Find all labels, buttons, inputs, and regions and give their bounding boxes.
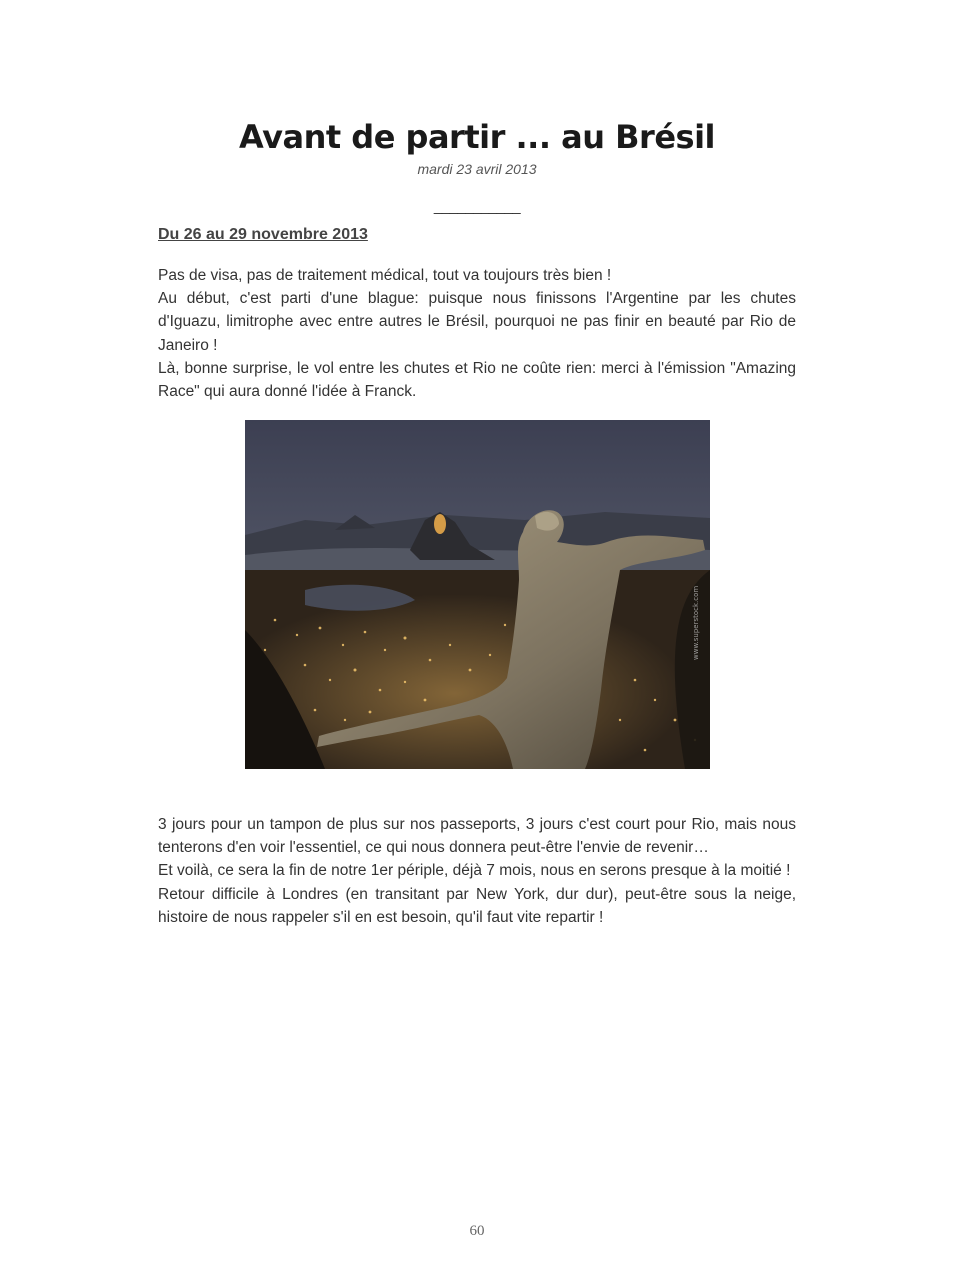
intro-text-block xyxy=(158,264,796,403)
page-title: Avant de partir ... au Brésil xyxy=(239,118,715,156)
paragraph: Et voilà, ce sera la fin de notre 1er périple, déjà 7 mois, nous en serons presque à la moitié ! xyxy=(158,862,791,880)
page-number: 60 xyxy=(469,1223,485,1239)
post-date: mardi 23 avril 2013 xyxy=(417,161,537,177)
paragraph: Pas de visa, pas de traitement médical, tout va toujours très bien ! xyxy=(158,267,612,284)
separator: ___________ xyxy=(433,198,521,215)
closing-text-block xyxy=(158,813,796,929)
photo-watermark: www.superstock.com xyxy=(692,585,700,660)
paragraph: Là, bonne surprise, le vol entre les chutes et Rio ne coûte rien: merci à l'émission "Amazing Race" qui aura donné l'idée à Franck. xyxy=(158,359,796,401)
paragraph: Au début, c'est parti d'une blague: puisque nous finissons l'Argentine par les chutes d'Iguazu, limitrophe avec entre autres le Brésil, pourquoi ne pas finir en beauté par Rio de Janeiro ! xyxy=(158,290,796,354)
paragraph: 3 jours pour un tampon de plus sur nos passeports, 3 jours c'est court pour Rio, mais nous tenterons d'en voir l'essentiel, ce qui nous donnera peut-être l'envie de revenir… xyxy=(158,816,796,857)
rio-christ-redeemer-photo xyxy=(245,420,710,769)
paragraph: Retour difficile à Londres (en transitant par New York, dur dur), peut-être sous la neige, histoire de nous rappeler s'il en est besoin, qu'il faut vite repartir ! xyxy=(158,885,796,926)
section-heading: Du 26 au 29 novembre 2013 xyxy=(158,226,368,243)
